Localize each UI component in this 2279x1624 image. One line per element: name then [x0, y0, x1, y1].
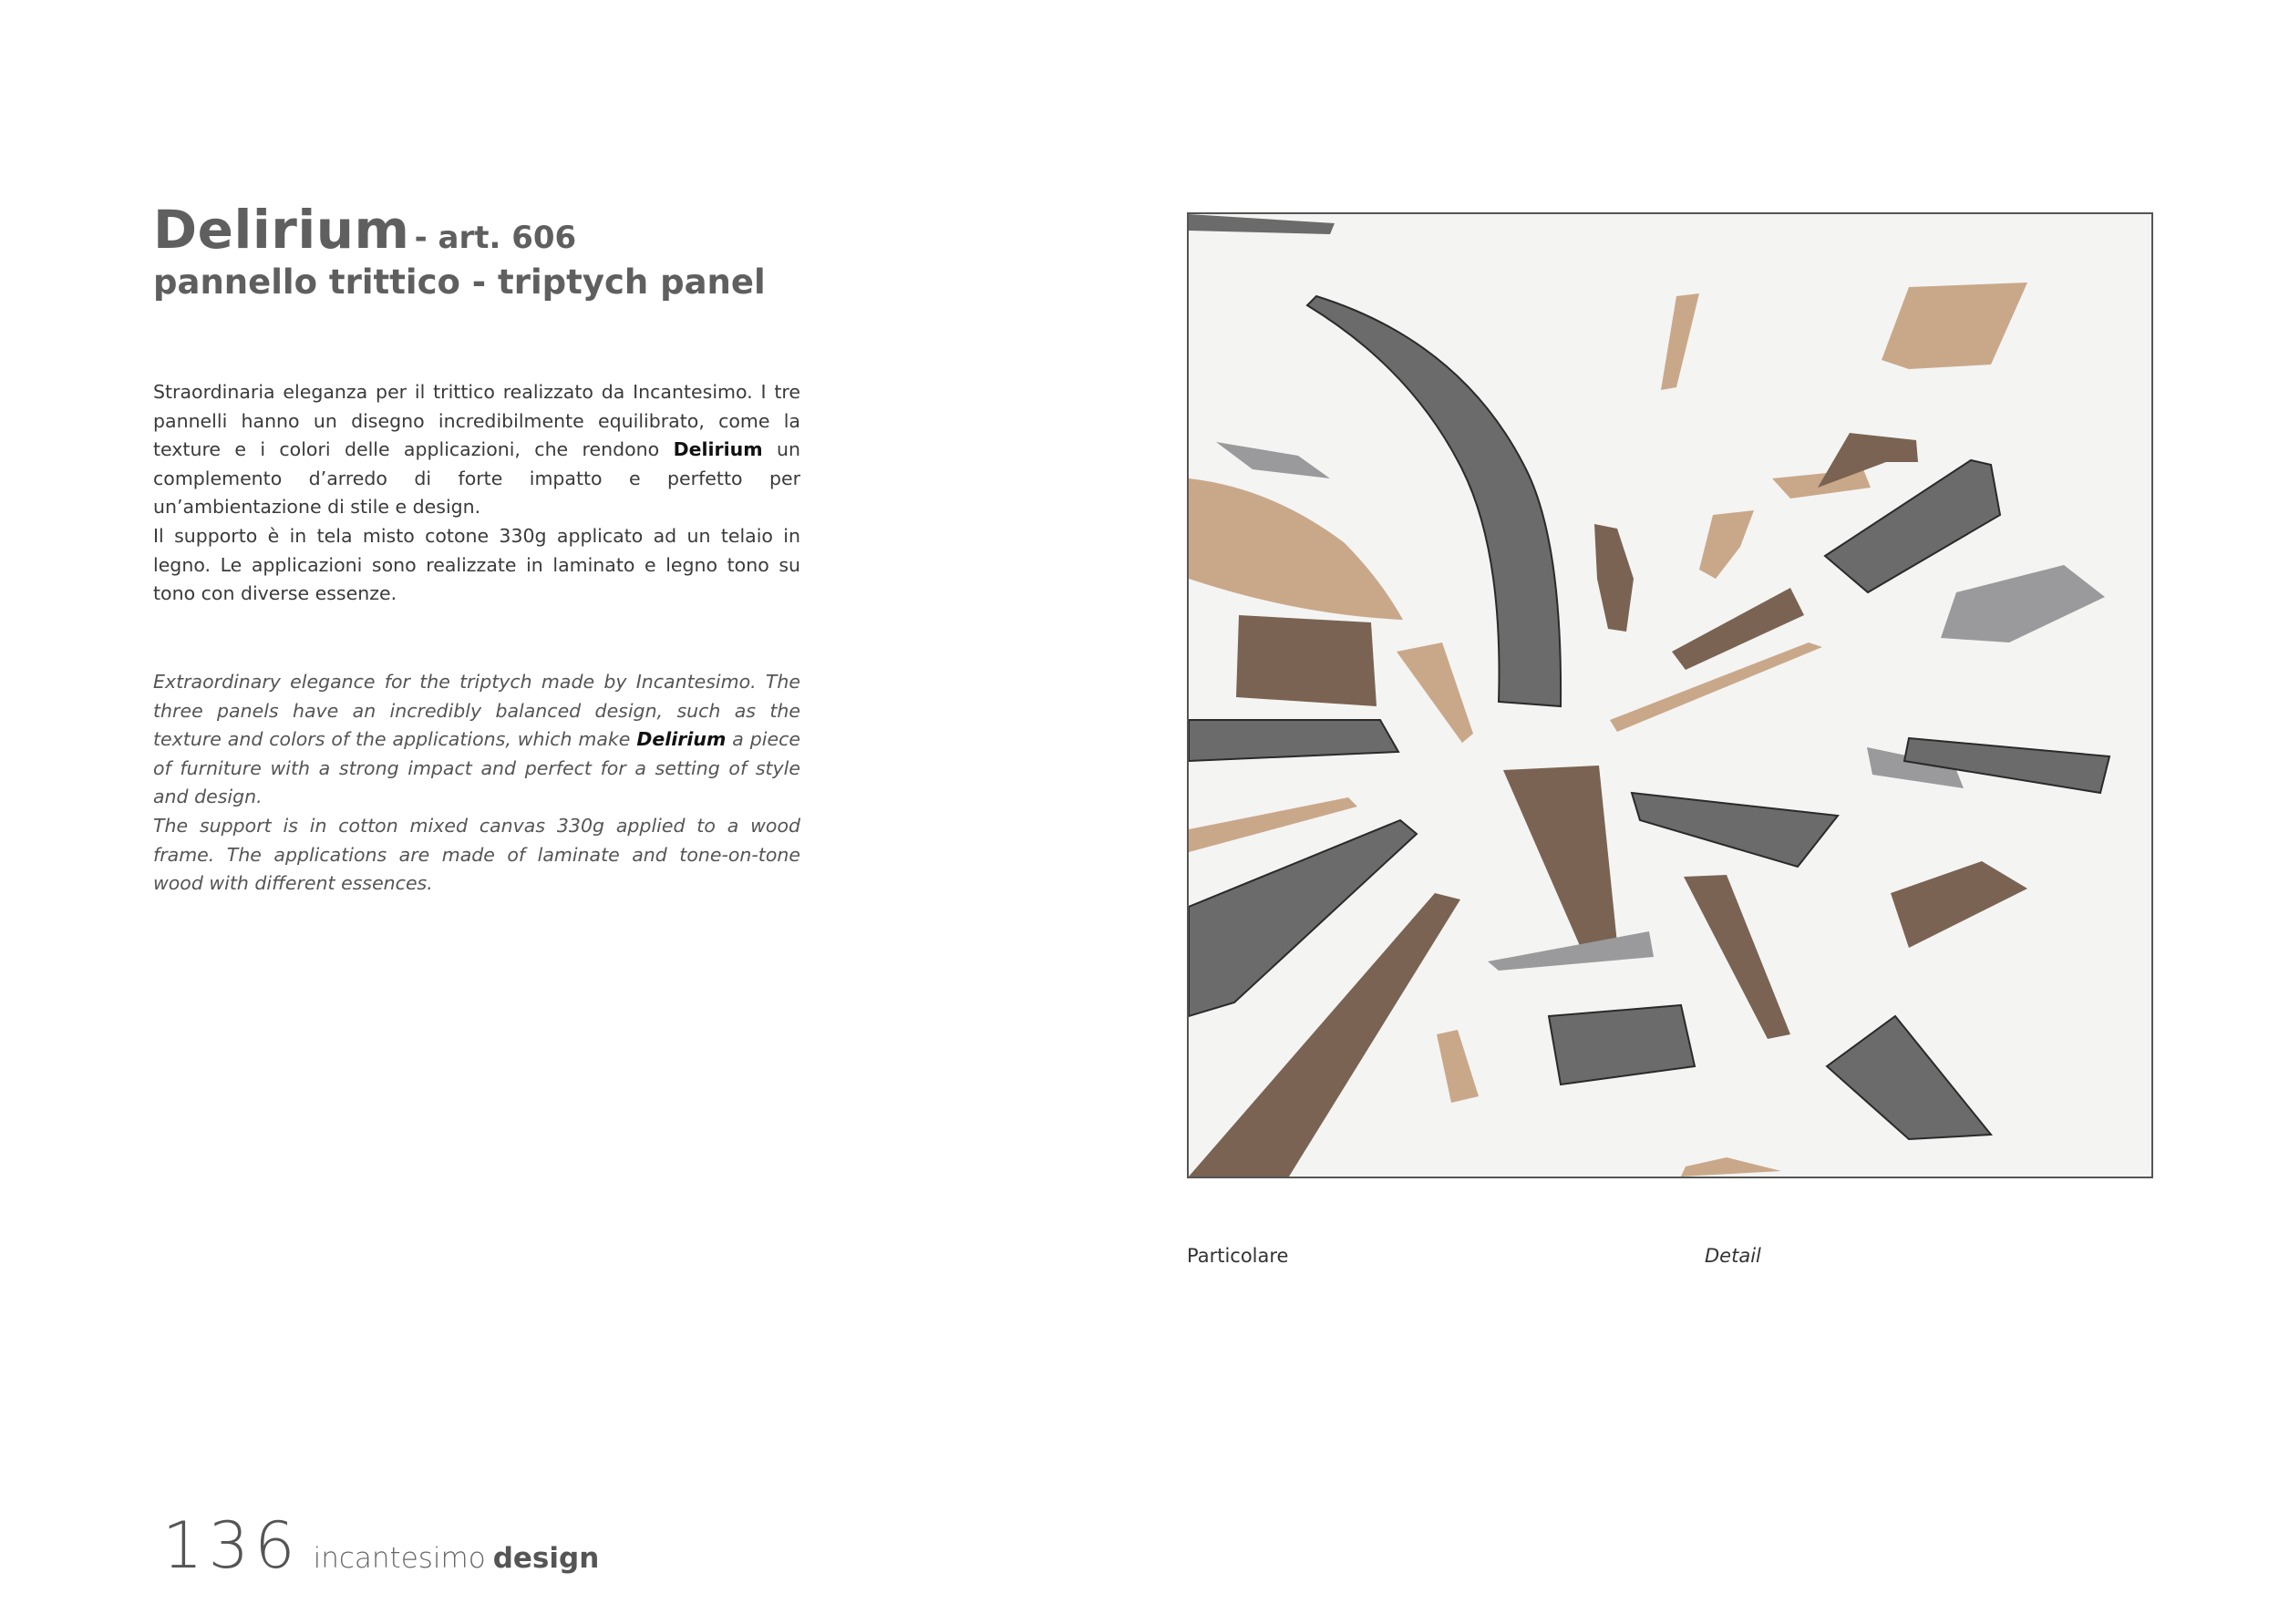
description-italian-1	[153, 378, 800, 522]
product-subtitle: pannello trittico - triptych panel	[153, 262, 766, 302]
text-segment: a piece of furniture with a strong impact and perfect for a setting of style and design.	[153, 728, 800, 807]
product-name-emphasis: Delirium	[673, 438, 763, 460]
text-segment: The support is in cotton mixed canvas 330g applied to a wood frame. The applications are made of laminate and tone-on-tone wood with different essences.	[153, 815, 800, 894]
page-number: 136	[162, 1508, 301, 1583]
description-english-1	[153, 668, 800, 812]
panel-artwork	[1189, 214, 2151, 1177]
description-italian-2	[153, 522, 800, 609]
brand-suffix: design	[492, 1542, 600, 1575]
text-segment: Straordinaria eleganza per il trittico realizzato da Incantesimo. I tre pannelli hanno un disegno incredibilmente equilibrato, come la texture e i colori delle applicazioni, che rendono	[153, 381, 800, 460]
description-english-2	[153, 812, 800, 899]
text-segment: Il supporto è in tela misto cotone 330g applicato ad un telaio in legno. Le applicazioni sono realizzate in laminato e legno tono su tono con diverse essenze.	[153, 525, 800, 604]
brand-name: incantesimo	[313, 1542, 486, 1575]
detail-image	[1187, 212, 2153, 1178]
article-number: - art. 606	[414, 220, 577, 256]
wood-piece	[1236, 615, 1377, 706]
product-title: Delirium	[153, 199, 410, 261]
title-block	[153, 199, 846, 302]
caption-english: Detail	[1705, 1245, 1761, 1267]
caption-italian: Particolare	[1187, 1245, 1289, 1267]
page-footer	[162, 1508, 599, 1583]
text-segment: un complemento d’arredo di forte impatto e perfetto per un’ambientazione di stile e design.	[153, 438, 800, 518]
product-name-emphasis: Delirium	[636, 728, 727, 750]
text-segment: Extraordinary elegance for the triptych made by Incantesimo. The three panels have an incredibly balanced design, such as the texture and colors of the applications, which make	[153, 671, 800, 750]
